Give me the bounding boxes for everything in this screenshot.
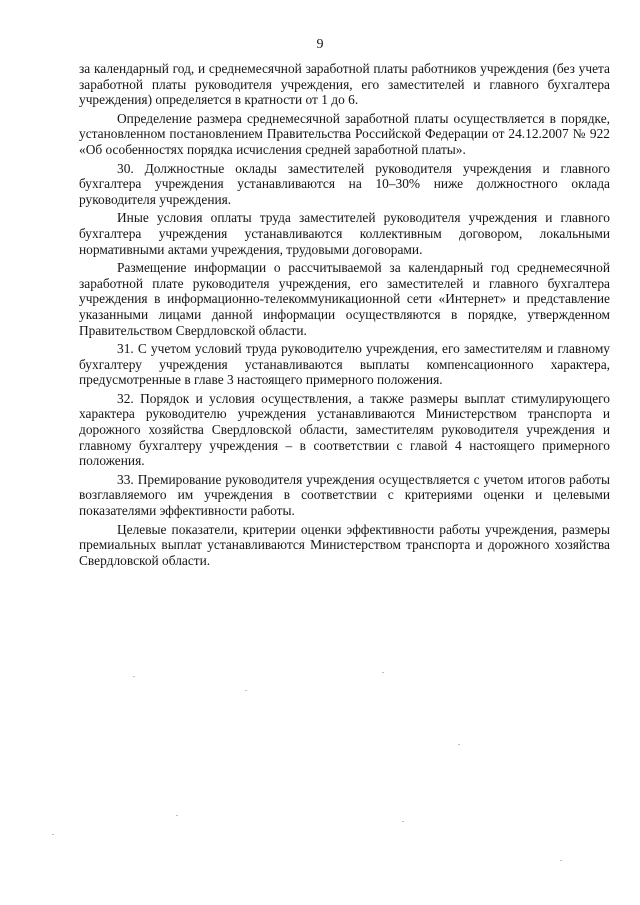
scan-speck — [176, 815, 178, 816]
scan-speck — [52, 834, 54, 835]
paragraph-continuation: за календарный год, и среднемесячной заработной платы работников учреждения (без учета заработной платы руководителя учреждения, его заместителей и главного бухгалтера учреждения) определяется в кратности от 1 до 6. — [79, 61, 610, 108]
paragraph-item-31: 31. С учетом условий труда руководителю учреждения, его заместителям и главному бухгалтеру учреждения устанавливаются выплаты компенсационного характера, предусмотренные в главе 3 настоящего примерного положения. — [79, 341, 610, 388]
paragraph-average-salary: Определение размера среднемесячной заработной платы осуществляется в порядке, установленном постановлением Правительства Российской Федерации от 24.12.2007 № 922 «Об особенностях порядка исчисления средней заработной платы». — [79, 110, 610, 157]
scan-speck — [382, 672, 384, 673]
scan-speck — [133, 676, 135, 677]
document-body — [79, 61, 610, 571]
paragraph-other-conditions: Иные условия оплаты труда заместителей руководителя учреждения и главного бухгалтера учреждения устанавливаются коллективным договором, локальными нормативными актами учреждения, трудовыми договорами. — [79, 210, 610, 257]
scan-speck — [458, 744, 460, 745]
scan-speck — [402, 821, 404, 822]
page-number: 9 — [316, 37, 324, 52]
scan-speck — [245, 690, 247, 691]
paragraph-item-30: 30. Должностные оклады заместителей руководителя учреждения и главного бухгалтера учреждения устанавливаются на 10–30% ниже должностного оклада руководителя учреждения. — [79, 160, 610, 207]
paragraph-item-32: 32. Порядок и условия осуществления, а также размеры выплат стимулирующего характера руководителю учреждения устанавливаются Министерством транспорта и дорожного хозяйства Свердловской области, заместителям руководителя учреждения и главному бухгалтеру учреждения – в соответствии с главой 4 настоящего примерного положения. — [79, 390, 610, 469]
paragraph-item-33: 33. Премирование руководителя учреждения осуществляется с учетом итогов работы возглавляемого им учреждения в соответствии с критериями оценки и целевыми показателями эффективности работы. — [79, 471, 610, 519]
paragraph-target-indicators: Целевые показатели, критерии оценки эффективности работы учреждения, размеры премиальных выплат устанавливаются Министерством транспорта и дорожного хозяйства Свердловской области. — [79, 521, 610, 568]
scan-speck — [560, 860, 562, 861]
paragraph-information-placement: Размещение информации о рассчитываемой за календарный год среднемесячной заработной плате руководителя учреждения, его заместителей и главного бухгалтера учреждения в информационно-телекоммуникационной сети «Интернет» и представление указанными лицами данной информации осуществляются в порядке, утвержденном Правительством Свердловской области. — [79, 260, 610, 338]
